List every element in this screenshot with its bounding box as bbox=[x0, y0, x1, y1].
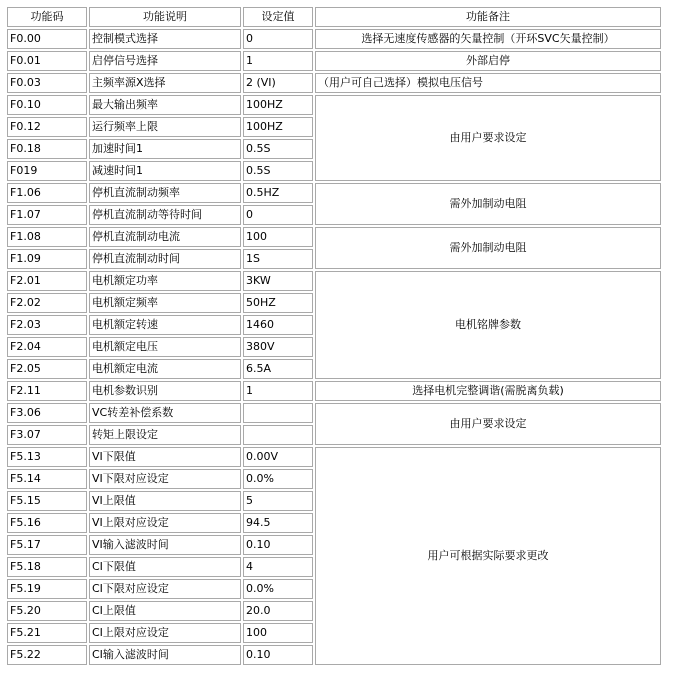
code-cell: F5.22 bbox=[7, 645, 87, 665]
description-cell: 停机直流制动电流 bbox=[89, 227, 241, 247]
value-cell: 0 bbox=[243, 29, 313, 49]
description-cell: CI上限对应设定 bbox=[89, 623, 241, 643]
description-cell: 启停信号选择 bbox=[89, 51, 241, 71]
table-row bbox=[7, 271, 661, 291]
value-cell: 100 bbox=[243, 227, 313, 247]
value-cell: 0.10 bbox=[243, 645, 313, 665]
parameter-table bbox=[5, 5, 663, 667]
description-cell: VI下限对应设定 bbox=[89, 469, 241, 489]
remark-cell: 由用户要求设定 bbox=[315, 95, 661, 181]
header-code: 功能码 bbox=[7, 7, 87, 27]
description-cell: 停机直流制动频率 bbox=[89, 183, 241, 203]
code-cell: F5.15 bbox=[7, 491, 87, 511]
remark-cell: 选择无速度传感器的矢量控制（开环SVC矢量控制） bbox=[315, 29, 661, 49]
code-cell: F5.21 bbox=[7, 623, 87, 643]
value-cell: 0.00V bbox=[243, 447, 313, 467]
value-cell: 1S bbox=[243, 249, 313, 269]
description-cell: CI下限对应设定 bbox=[89, 579, 241, 599]
value-cell: 380V bbox=[243, 337, 313, 357]
value-cell: 0.0% bbox=[243, 579, 313, 599]
description-cell: 电机参数识别 bbox=[89, 381, 241, 401]
code-cell: F0.18 bbox=[7, 139, 87, 159]
description-cell: CI上限值 bbox=[89, 601, 241, 621]
value-cell: 94.5 bbox=[243, 513, 313, 533]
remark-cell: 电机铭牌参数 bbox=[315, 271, 661, 379]
header-value: 设定值 bbox=[243, 7, 313, 27]
code-cell: F1.07 bbox=[7, 205, 87, 225]
table-row bbox=[7, 227, 661, 247]
code-cell: F5.18 bbox=[7, 557, 87, 577]
table-row bbox=[7, 403, 661, 423]
description-cell: 运行频率上限 bbox=[89, 117, 241, 137]
value-cell: 100 bbox=[243, 623, 313, 643]
code-cell: F5.19 bbox=[7, 579, 87, 599]
code-cell: F1.09 bbox=[7, 249, 87, 269]
value-cell: 0.5S bbox=[243, 161, 313, 181]
table-row bbox=[7, 51, 661, 71]
description-cell: 停机直流制动时间 bbox=[89, 249, 241, 269]
code-cell: F1.08 bbox=[7, 227, 87, 247]
value-cell: 4 bbox=[243, 557, 313, 577]
code-cell: F0.01 bbox=[7, 51, 87, 71]
code-cell: F2.02 bbox=[7, 293, 87, 313]
description-cell: VI上限对应设定 bbox=[89, 513, 241, 533]
code-cell: F2.03 bbox=[7, 315, 87, 335]
code-cell: F1.06 bbox=[7, 183, 87, 203]
code-cell: F5.14 bbox=[7, 469, 87, 489]
table-row bbox=[7, 447, 661, 467]
description-cell: CI输入滤波时间 bbox=[89, 645, 241, 665]
code-cell: F3.07 bbox=[7, 425, 87, 445]
code-cell: F2.04 bbox=[7, 337, 87, 357]
value-cell: 3KW bbox=[243, 271, 313, 291]
description-cell: 电机额定功率 bbox=[89, 271, 241, 291]
description-cell: VI下限值 bbox=[89, 447, 241, 467]
value-cell bbox=[243, 403, 313, 423]
code-cell: F3.06 bbox=[7, 403, 87, 423]
code-cell: F2.01 bbox=[7, 271, 87, 291]
description-cell: 加速时间1 bbox=[89, 139, 241, 159]
description-cell: VI上限值 bbox=[89, 491, 241, 511]
description-cell: CI下限值 bbox=[89, 557, 241, 577]
remark-cell: 需外加制动电阻 bbox=[315, 183, 661, 225]
code-cell: F5.16 bbox=[7, 513, 87, 533]
value-cell: 1 bbox=[243, 51, 313, 71]
table-row bbox=[7, 381, 661, 401]
description-cell: VI输入滤波时间 bbox=[89, 535, 241, 555]
value-cell: 100HZ bbox=[243, 95, 313, 115]
remark-cell: （用户可自己选择）模拟电压信号 bbox=[315, 73, 661, 93]
description-cell: VC转差补偿系数 bbox=[89, 403, 241, 423]
value-cell bbox=[243, 425, 313, 445]
remark-cell: 选择电机完整调谐(需脱离负载) bbox=[315, 381, 661, 401]
remark-cell: 外部启停 bbox=[315, 51, 661, 71]
value-cell: 5 bbox=[243, 491, 313, 511]
code-cell: F0.12 bbox=[7, 117, 87, 137]
value-cell: 1460 bbox=[243, 315, 313, 335]
code-cell: F019 bbox=[7, 161, 87, 181]
description-cell: 减速时间1 bbox=[89, 161, 241, 181]
description-cell: 电机额定电压 bbox=[89, 337, 241, 357]
table-row bbox=[7, 73, 661, 93]
code-cell: F0.03 bbox=[7, 73, 87, 93]
code-cell: F2.11 bbox=[7, 381, 87, 401]
code-cell: F2.05 bbox=[7, 359, 87, 379]
description-cell: 最大输出频率 bbox=[89, 95, 241, 115]
value-cell: 0.5HZ bbox=[243, 183, 313, 203]
value-cell: 100HZ bbox=[243, 117, 313, 137]
table-row bbox=[7, 29, 661, 49]
code-cell: F5.13 bbox=[7, 447, 87, 467]
description-cell: 电机额定转速 bbox=[89, 315, 241, 335]
value-cell: 0.10 bbox=[243, 535, 313, 555]
code-cell: F0.00 bbox=[7, 29, 87, 49]
description-cell: 主频率源X选择 bbox=[89, 73, 241, 93]
value-cell: 6.5A bbox=[243, 359, 313, 379]
code-cell: F0.10 bbox=[7, 95, 87, 115]
table-row bbox=[7, 95, 661, 115]
value-cell: 0.5S bbox=[243, 139, 313, 159]
remark-cell: 由用户要求设定 bbox=[315, 403, 661, 445]
description-cell: 停机直流制动等待时间 bbox=[89, 205, 241, 225]
value-cell: 2 (VI) bbox=[243, 73, 313, 93]
value-cell: 50HZ bbox=[243, 293, 313, 313]
value-cell: 1 bbox=[243, 381, 313, 401]
description-cell: 电机额定电流 bbox=[89, 359, 241, 379]
header-description: 功能说明 bbox=[89, 7, 241, 27]
table-row bbox=[7, 183, 661, 203]
description-cell: 电机额定频率 bbox=[89, 293, 241, 313]
value-cell: 0.0% bbox=[243, 469, 313, 489]
remark-cell: 用户可根据实际要求更改 bbox=[315, 447, 661, 665]
table-header-row bbox=[7, 7, 661, 27]
code-cell: F5.20 bbox=[7, 601, 87, 621]
description-cell: 控制模式选择 bbox=[89, 29, 241, 49]
remark-cell: 需外加制动电阻 bbox=[315, 227, 661, 269]
value-cell: 20.0 bbox=[243, 601, 313, 621]
value-cell: 0 bbox=[243, 205, 313, 225]
code-cell: F5.17 bbox=[7, 535, 87, 555]
description-cell: 转矩上限设定 bbox=[89, 425, 241, 445]
header-remarks: 功能备注 bbox=[315, 7, 661, 27]
